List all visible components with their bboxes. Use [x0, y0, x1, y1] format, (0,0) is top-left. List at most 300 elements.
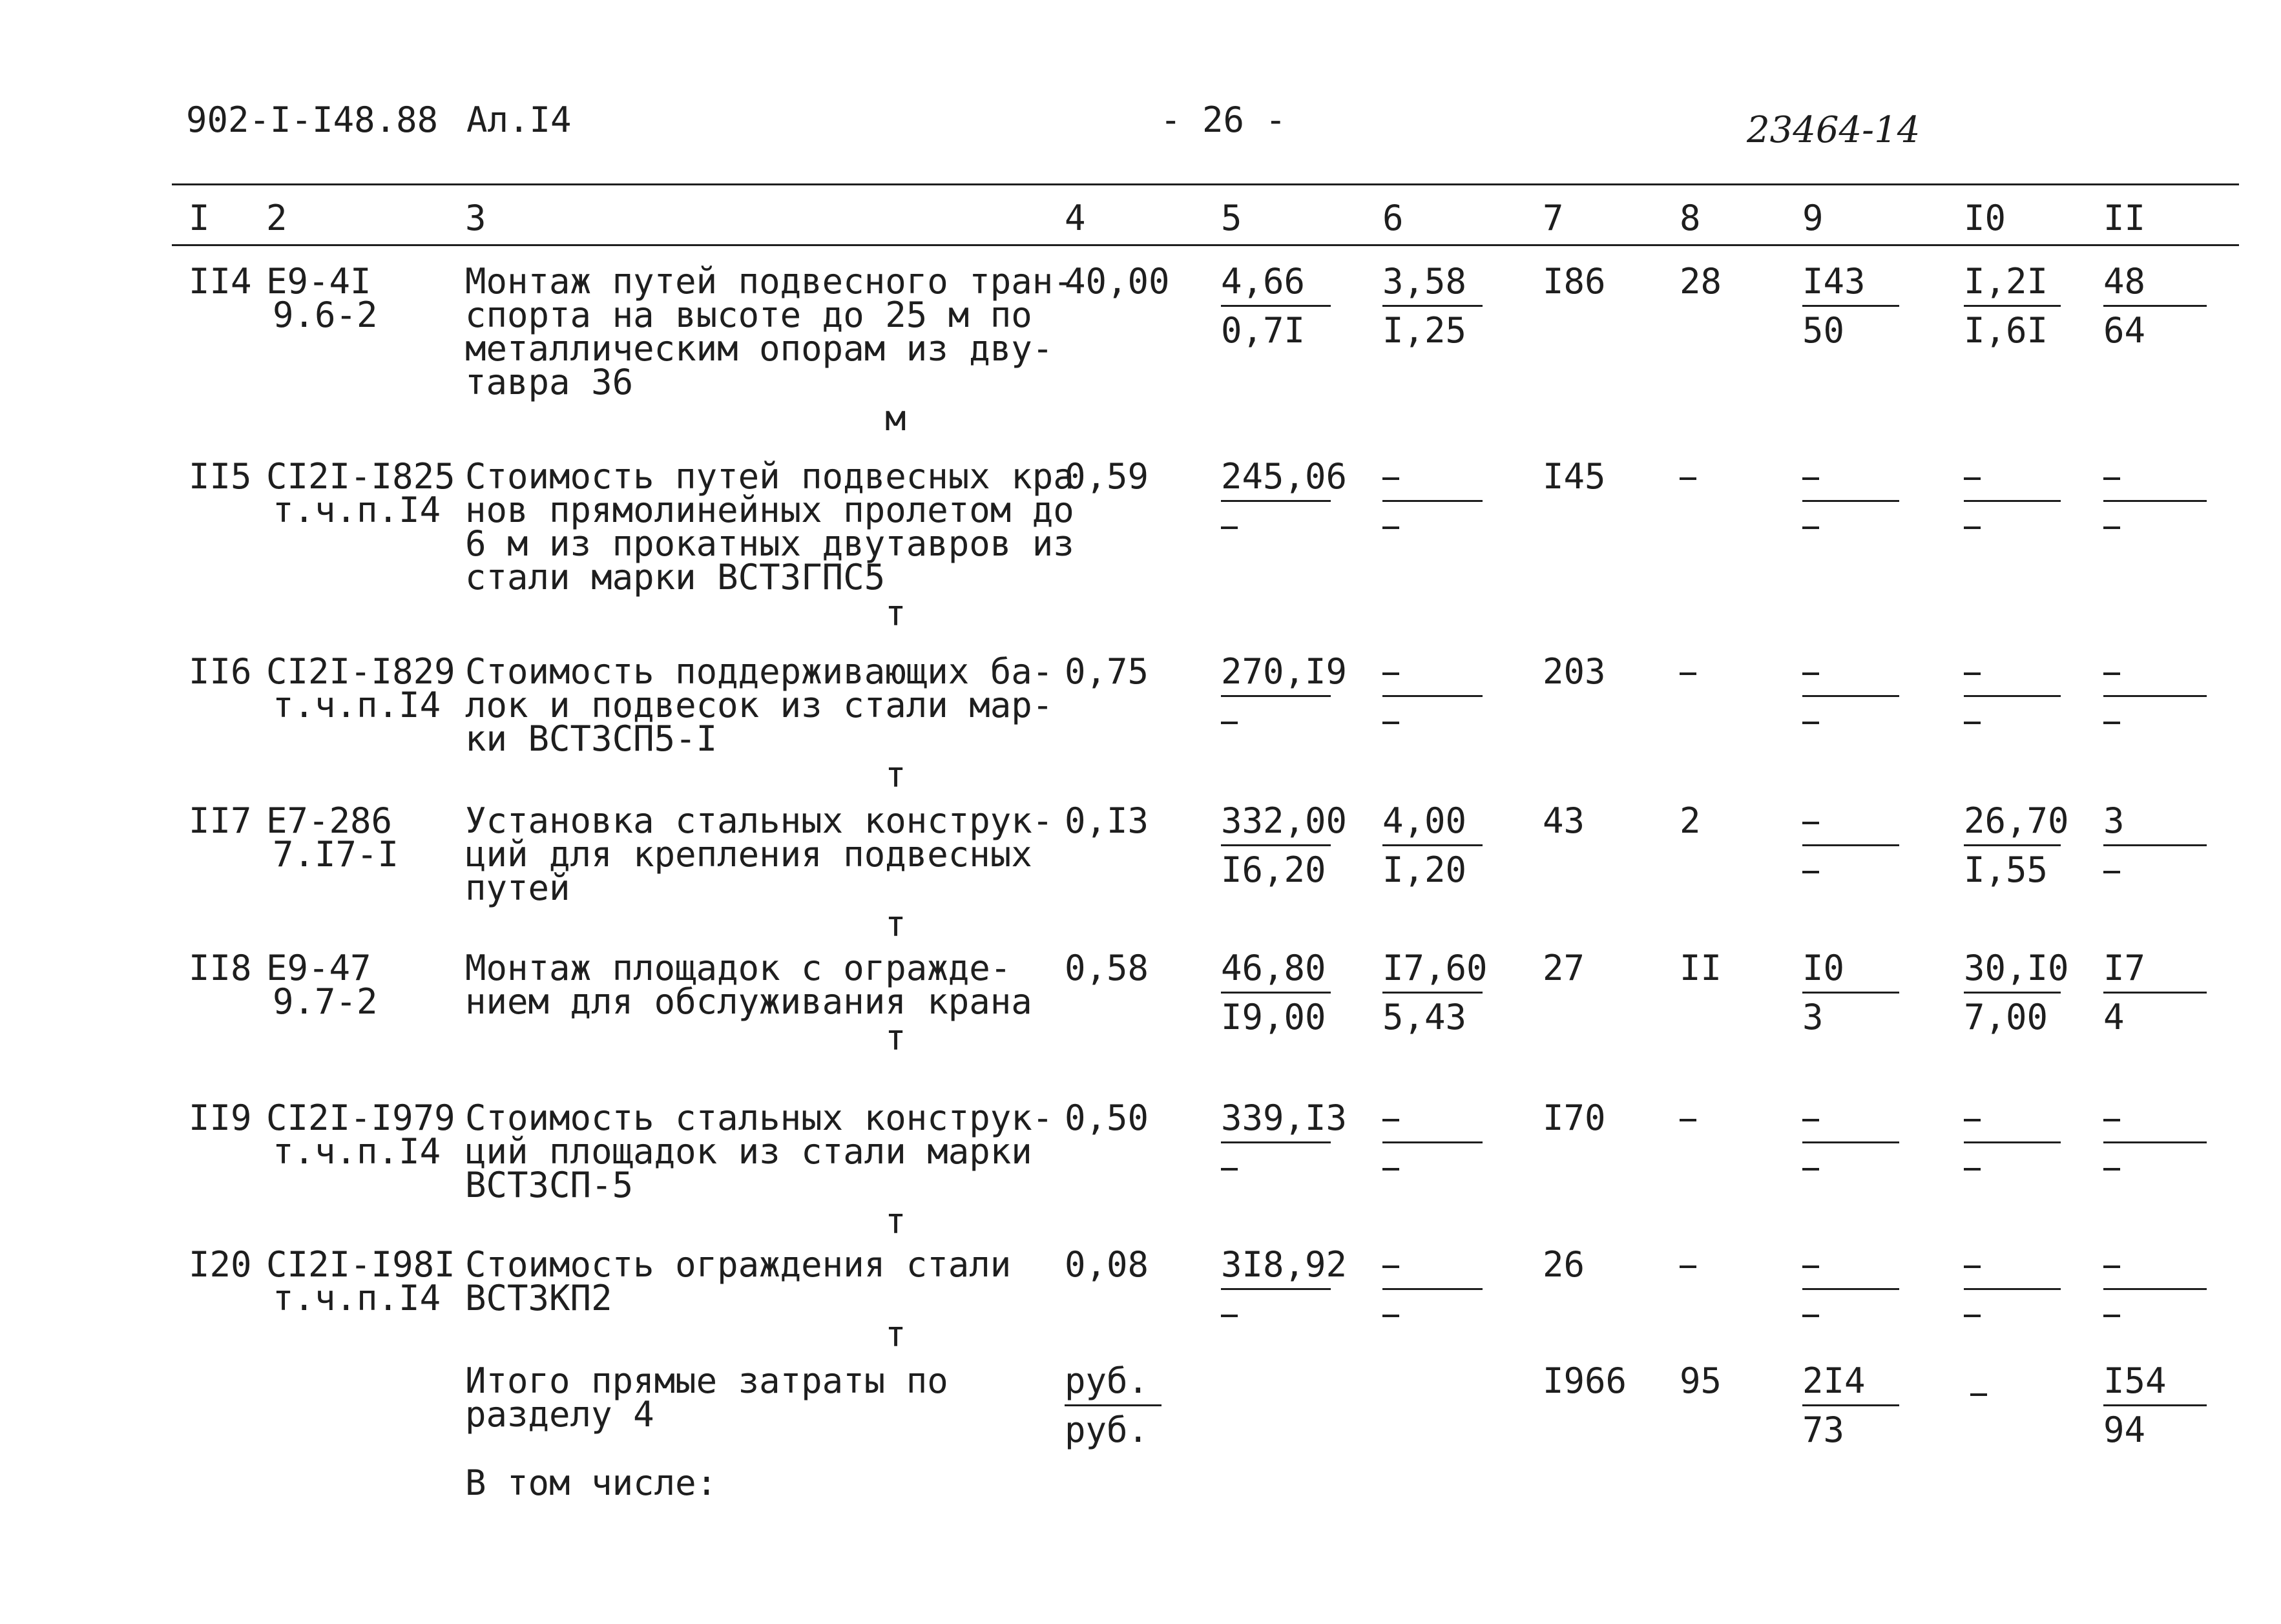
rate-code: CI2I-I825	[266, 456, 455, 497]
labor-total-denominator	[2103, 853, 2120, 887]
work-description: Стоимость стальных конструк- ций площадок из стали марки ВСТЗСП-5	[465, 1098, 1054, 1205]
value: руб.	[1065, 1360, 1149, 1401]
wage-unit-cost-bar	[1382, 305, 1483, 307]
total-cost	[1543, 261, 1606, 302]
machine-cost-denominator	[1802, 509, 1819, 543]
row-number: II8	[189, 948, 252, 988]
total-cost	[1543, 800, 1585, 841]
labor-total-denominator	[2103, 704, 2120, 738]
value: 26	[1543, 1244, 1585, 1285]
dash-mark	[1802, 1168, 1819, 1171]
value: 3	[2103, 800, 2125, 841]
table-top-rule	[172, 183, 2239, 185]
dash-mark	[1382, 1119, 1399, 1121]
totals-unit-bar	[1065, 1404, 1161, 1406]
labor-total-numerator	[2103, 1101, 2120, 1135]
machine-cost-denominator	[1802, 310, 1845, 351]
unit-cost-bar	[1221, 1288, 1331, 1290]
labor-unit-numerator	[1964, 655, 1981, 689]
dash-mark	[1802, 1315, 1819, 1317]
column-header-4: 4	[1065, 198, 1086, 238]
dash-mark	[1382, 526, 1399, 529]
total-cost	[1543, 948, 1585, 988]
dash-mark	[1802, 526, 1819, 529]
machine-cost-bar	[1802, 305, 1899, 307]
wage-unit-cost-bar	[1382, 695, 1483, 697]
labor-total-bar	[2103, 844, 2207, 846]
work-description: Монтаж путей подвесного тран- спорта на высоте до 25 м по металлическим опорам из дву- тавра 36	[465, 261, 1074, 402]
wage-unit-cost-numerator	[1382, 460, 1399, 494]
unit-cost-denominator	[1221, 997, 1326, 1037]
totals-unit-denominator	[1065, 1410, 1149, 1450]
dash-mark	[2103, 526, 2120, 529]
column-header-2: 2	[266, 198, 287, 238]
rate-subcode: т.ч.п.I4	[273, 685, 441, 725]
unit-cost-numerator	[1221, 1098, 1348, 1138]
value: 4,00	[1382, 800, 1467, 841]
value	[2103, 1098, 2120, 1138]
totals-labor-unit	[1970, 1376, 1987, 1410]
labor-unit-denominator	[1964, 310, 2048, 351]
value	[1382, 1147, 1399, 1187]
unit-cost-numerator	[1221, 261, 1306, 302]
quantity: 0,08	[1065, 1244, 1149, 1285]
labor-total-numerator	[2103, 800, 2125, 841]
labor-total-denominator	[2103, 997, 2125, 1037]
value	[1802, 1293, 1819, 1334]
value	[1802, 651, 1819, 692]
header-bottom-rule	[172, 244, 2239, 246]
total-wages	[1680, 1248, 1696, 1282]
rate-subcode: т.ч.п.I4	[273, 1278, 441, 1318]
unit-cost-bar	[1221, 844, 1331, 846]
value: I,55	[1964, 849, 2048, 890]
machine-cost-denominator	[1802, 997, 1824, 1037]
value: I6,20	[1221, 849, 1326, 890]
value	[1964, 651, 1981, 692]
unit-cost-denominator	[1221, 310, 1306, 351]
labor-unit-denominator	[1964, 1297, 1981, 1331]
machine-cost-numerator	[1802, 655, 1819, 689]
wage-unit-cost-denominator	[1382, 704, 1399, 738]
labor-unit-bar	[1964, 500, 2061, 502]
value	[1382, 456, 1399, 497]
value	[1802, 1098, 1819, 1138]
dash-mark	[1802, 1265, 1819, 1268]
unit-cost-denominator	[1221, 1150, 1238, 1184]
labor-unit-numerator	[1964, 800, 2069, 841]
labor-unit-bar	[1964, 992, 2061, 994]
value	[1802, 1147, 1819, 1187]
row-number: II6	[189, 651, 252, 692]
value	[1964, 456, 1981, 497]
totals-machine-cost-numerator	[1802, 1360, 1866, 1401]
rate-code: CI2I-I98I	[266, 1244, 455, 1285]
value: 2	[1680, 800, 1701, 841]
value: I,2I	[1964, 261, 2048, 302]
value: I70	[1543, 1098, 1606, 1138]
quantity: 0,75	[1065, 651, 1149, 692]
wage-unit-cost-bar	[1382, 844, 1483, 846]
labor-unit-bar	[1964, 695, 2061, 697]
labor-unit-denominator	[1964, 509, 1981, 543]
value: 0,7I	[1221, 310, 1306, 351]
value: 50	[1802, 310, 1845, 351]
column-header-1: I	[189, 198, 210, 238]
value: 3I8,92	[1221, 1244, 1348, 1285]
labor-total-bar	[2103, 500, 2207, 502]
album-number: Ал.I4	[466, 99, 572, 140]
value: I54	[2103, 1360, 2167, 1401]
machine-cost-denominator	[1802, 1150, 1819, 1184]
value	[1382, 1293, 1399, 1334]
labor-total-bar	[2103, 992, 2207, 994]
value: I,6I	[1964, 310, 2048, 351]
total-cost	[1543, 1098, 1606, 1138]
labor-total-bar	[2103, 1141, 2207, 1143]
unit-cost-denominator	[1221, 704, 1238, 738]
wage-unit-cost-numerator	[1382, 261, 1467, 302]
value	[1964, 1293, 1981, 1334]
value: 5,43	[1382, 997, 1467, 1037]
wage-unit-cost-bar	[1382, 1141, 1483, 1143]
unit-cost-numerator	[1221, 948, 1326, 988]
labor-total-numerator	[2103, 655, 2120, 689]
value	[2103, 1293, 2120, 1334]
total-wages	[1680, 261, 1722, 302]
wage-unit-cost-denominator	[1382, 997, 1467, 1037]
wage-unit-cost-numerator	[1382, 948, 1488, 988]
machine-cost-numerator	[1802, 1248, 1819, 1282]
value: I966	[1543, 1360, 1627, 1401]
value	[1382, 505, 1399, 546]
value: I,20	[1382, 849, 1467, 890]
value: 339,I3	[1221, 1098, 1348, 1138]
wage-unit-cost-numerator	[1382, 1248, 1399, 1282]
total-wages	[1680, 800, 1701, 841]
wage-unit-cost-bar	[1382, 1288, 1483, 1290]
value: I9,00	[1221, 997, 1326, 1037]
quantity: 0,50	[1065, 1098, 1149, 1138]
value	[2103, 456, 2120, 497]
value	[1802, 800, 1819, 841]
unit-cost-bar	[1221, 305, 1331, 307]
labor-unit-numerator	[1964, 948, 2069, 988]
quantity: 0,58	[1065, 948, 1149, 988]
wage-unit-cost-bar	[1382, 500, 1483, 502]
machine-cost-denominator	[1802, 704, 1819, 738]
value: 4,66	[1221, 261, 1306, 302]
unit-of-measure: т	[885, 1201, 906, 1242]
machine-cost-bar	[1802, 1141, 1899, 1143]
dash-mark	[1964, 1265, 1981, 1268]
totals-machine-cost-denominator	[1802, 1410, 1845, 1450]
wage-unit-cost-numerator	[1382, 800, 1467, 841]
unit-cost-denominator	[1221, 849, 1326, 890]
value: 245,06	[1221, 456, 1348, 497]
value: I,25	[1382, 310, 1467, 351]
value: руб.	[1065, 1410, 1149, 1450]
value	[1802, 456, 1819, 497]
rate-subcode: 7.I7-I	[273, 834, 399, 875]
including-label: В том числе:	[465, 1463, 718, 1503]
labor-unit-denominator	[1964, 997, 2048, 1037]
dash-mark	[1964, 722, 1981, 724]
value	[1382, 1244, 1399, 1285]
machine-cost-numerator	[1802, 804, 1819, 838]
labor-unit-numerator	[1964, 460, 1981, 494]
rate-code: E7-286	[266, 800, 393, 841]
total-wages	[1680, 948, 1722, 988]
machine-cost-numerator	[1802, 261, 1866, 302]
dash-mark	[1964, 1119, 1981, 1121]
dash-mark	[2103, 871, 2120, 873]
rate-subcode: 9.7-2	[273, 981, 378, 1022]
rate-code: CI2I-I979	[266, 1098, 455, 1138]
row-number: II7	[189, 800, 252, 841]
labor-total-denominator	[2103, 509, 2120, 543]
value	[1970, 1372, 1987, 1413]
unit-cost-bar	[1221, 500, 1331, 502]
machine-cost-denominator	[1802, 853, 1819, 887]
value: 2I4	[1802, 1360, 1866, 1401]
value	[1964, 1244, 1981, 1285]
labor-unit-denominator	[1964, 704, 1981, 738]
dash-mark	[1221, 1168, 1238, 1171]
value: I43	[1802, 261, 1866, 302]
total-wages	[1680, 460, 1696, 494]
value: I7,60	[1382, 948, 1488, 988]
dash-mark	[1802, 672, 1819, 675]
dash-mark	[1221, 722, 1238, 724]
value	[1802, 505, 1819, 546]
value	[2103, 849, 2120, 890]
unit-cost-numerator	[1221, 651, 1348, 692]
totals-unit-numerator	[1065, 1360, 1149, 1401]
rate-code: E9-47	[266, 948, 371, 988]
value	[2103, 651, 2120, 692]
column-header-6: 6	[1382, 198, 1404, 238]
value	[1802, 700, 1819, 741]
work-description: Стоимость поддерживающих ба- лок и подвесок из стали мар- ки ВСТЗСП5-I	[465, 651, 1054, 759]
column-header-3: 3	[465, 198, 486, 238]
value	[1221, 1293, 1238, 1334]
inventory-number: 23464-14	[1747, 109, 1921, 151]
quantity: 0,I3	[1065, 800, 1149, 841]
value	[1680, 1098, 1696, 1138]
value	[1221, 700, 1238, 741]
unit-of-measure: т	[885, 755, 906, 795]
work-description: Установка стальных конструк- ций для крепления подвесных путей	[465, 800, 1054, 908]
value	[1802, 849, 1819, 890]
dash-mark	[1802, 477, 1819, 480]
wage-unit-cost-denominator	[1382, 509, 1399, 543]
labor-unit-numerator	[1964, 1248, 1981, 1282]
column-header-10: I0	[1964, 198, 2006, 238]
unit-cost-numerator	[1221, 456, 1348, 497]
unit-cost-bar	[1221, 992, 1331, 994]
row-number: II9	[189, 1098, 252, 1138]
unit-cost-denominator	[1221, 509, 1238, 543]
totals-wages	[1680, 1360, 1722, 1401]
labor-total-numerator	[2103, 261, 2146, 302]
dash-mark	[1382, 672, 1399, 675]
doc-code: 902-I-I48.88	[186, 99, 439, 140]
wage-unit-cost-bar	[1382, 992, 1483, 994]
row-number: II5	[189, 456, 252, 497]
total-cost	[1543, 651, 1606, 692]
value: 73	[1802, 1410, 1845, 1450]
value: 270,I9	[1221, 651, 1348, 692]
labor-total-denominator	[2103, 1297, 2120, 1331]
value	[1382, 1098, 1399, 1138]
value: 48	[2103, 261, 2146, 302]
wage-unit-cost-denominator	[1382, 1297, 1399, 1331]
wage-unit-cost-denominator	[1382, 849, 1467, 890]
wage-unit-cost-numerator	[1382, 1101, 1399, 1135]
unit-cost-numerator	[1221, 800, 1348, 841]
unit-cost-numerator	[1221, 1244, 1348, 1285]
dash-mark	[1382, 722, 1399, 724]
work-description: Стоимость ограждения стали ВСТЗКП2	[465, 1244, 1012, 1318]
machine-cost-bar	[1802, 695, 1899, 697]
column-header-9: 9	[1802, 198, 1824, 238]
value	[1221, 505, 1238, 546]
quantity: 0,59	[1065, 456, 1149, 497]
machine-cost-bar	[1802, 500, 1899, 502]
value: 27	[1543, 948, 1585, 988]
dash-mark	[1680, 1119, 1696, 1121]
labor-total-numerator	[2103, 460, 2120, 494]
labor-total-numerator	[2103, 1248, 2120, 1282]
rate-subcode: т.ч.п.I4	[273, 1131, 441, 1172]
labor-total-denominator	[2103, 310, 2146, 351]
dash-mark	[1382, 1168, 1399, 1171]
value	[1221, 1147, 1238, 1187]
totals-machine-cost-bar	[1802, 1404, 1899, 1406]
machine-cost-denominator	[1802, 1297, 1819, 1331]
total-wages	[1680, 1101, 1696, 1135]
unit-of-measure: м	[885, 398, 906, 439]
dash-mark	[2103, 722, 2120, 724]
dash-mark	[1221, 526, 1238, 529]
dash-mark	[1964, 526, 1981, 529]
value	[2103, 1147, 2120, 1187]
value: I86	[1543, 261, 1606, 302]
value: 95	[1680, 1360, 1722, 1401]
totals-labor-total-numerator	[2103, 1360, 2167, 1401]
labor-unit-numerator	[1964, 261, 2048, 302]
dash-mark	[1680, 477, 1696, 480]
value: I0	[1802, 948, 1845, 988]
value: 4	[2103, 997, 2125, 1037]
value: 7,00	[1964, 997, 2048, 1037]
quantity: 40,00	[1065, 261, 1170, 302]
rate-code: E9-4I	[266, 261, 371, 302]
wage-unit-cost-denominator	[1382, 310, 1467, 351]
dash-mark	[2103, 672, 2120, 675]
totals-labor-total-denominator	[2103, 1410, 2146, 1450]
dash-mark	[1802, 871, 1819, 873]
dash-mark	[2103, 1315, 2120, 1317]
unit-cost-bar	[1221, 1141, 1331, 1143]
value: 46,80	[1221, 948, 1326, 988]
unit-cost-denominator	[1221, 1297, 1238, 1331]
machine-cost-numerator	[1802, 460, 1819, 494]
value: 203	[1543, 651, 1606, 692]
value: 26,70	[1964, 800, 2069, 841]
rate-subcode: 9.6-2	[273, 295, 378, 335]
value: 28	[1680, 261, 1722, 302]
work-description: Монтаж площадок с огражде- нием для обслуживания крана	[465, 948, 1032, 1022]
value	[1964, 505, 1981, 546]
labor-total-denominator	[2103, 1150, 2120, 1184]
dash-mark	[1802, 1119, 1819, 1121]
dash-mark	[2103, 1265, 2120, 1268]
labor-total-bar	[2103, 695, 2207, 697]
value	[1382, 651, 1399, 692]
dash-mark	[1802, 822, 1819, 824]
dash-mark	[1802, 722, 1819, 724]
totals-cost	[1543, 1360, 1627, 1401]
column-header-7: 7	[1543, 198, 1564, 238]
rate-subcode: т.ч.п.I4	[273, 490, 441, 530]
total-cost	[1543, 1244, 1585, 1285]
unit-of-measure: т	[885, 904, 906, 944]
dash-mark	[1680, 672, 1696, 675]
value: II	[1680, 948, 1722, 988]
page-number: - 26 -	[1160, 99, 1287, 140]
value: 43	[1543, 800, 1585, 841]
value	[2103, 1244, 2120, 1285]
value: 3	[1802, 997, 1824, 1037]
value	[1802, 1244, 1819, 1285]
column-header-5: 5	[1221, 198, 1242, 238]
total-cost	[1543, 456, 1606, 497]
value: I7	[2103, 948, 2146, 988]
value	[1680, 651, 1696, 692]
value: 94	[2103, 1410, 2146, 1450]
labor-unit-bar	[1964, 1141, 2061, 1143]
dash-mark	[1964, 477, 1981, 480]
value	[1964, 700, 1981, 741]
machine-cost-bar	[1802, 1288, 1899, 1290]
totals-label: Итого прямые затраты по разделу 4	[465, 1360, 948, 1435]
dash-mark	[1382, 1265, 1399, 1268]
dash-mark	[2103, 1119, 2120, 1121]
rate-code: CI2I-I829	[266, 651, 455, 692]
value: 30,I0	[1964, 948, 2069, 988]
machine-cost-bar	[1802, 992, 1899, 994]
dash-mark	[1382, 477, 1399, 480]
labor-total-bar	[2103, 1288, 2207, 1290]
value	[1964, 1098, 1981, 1138]
wage-unit-cost-denominator	[1382, 1150, 1399, 1184]
machine-cost-numerator	[1802, 948, 1845, 988]
dash-mark	[2103, 1168, 2120, 1171]
labor-unit-numerator	[1964, 1101, 1981, 1135]
labor-unit-bar	[1964, 844, 2061, 846]
value	[1382, 700, 1399, 741]
value	[1680, 456, 1696, 497]
row-number: I20	[189, 1244, 252, 1285]
unit-of-measure: т	[885, 1017, 906, 1058]
row-number: II4	[189, 261, 252, 302]
labor-total-bar	[2103, 305, 2207, 307]
value: I45	[1543, 456, 1606, 497]
unit-of-measure: т	[885, 1314, 906, 1355]
value: 3,58	[1382, 261, 1467, 302]
